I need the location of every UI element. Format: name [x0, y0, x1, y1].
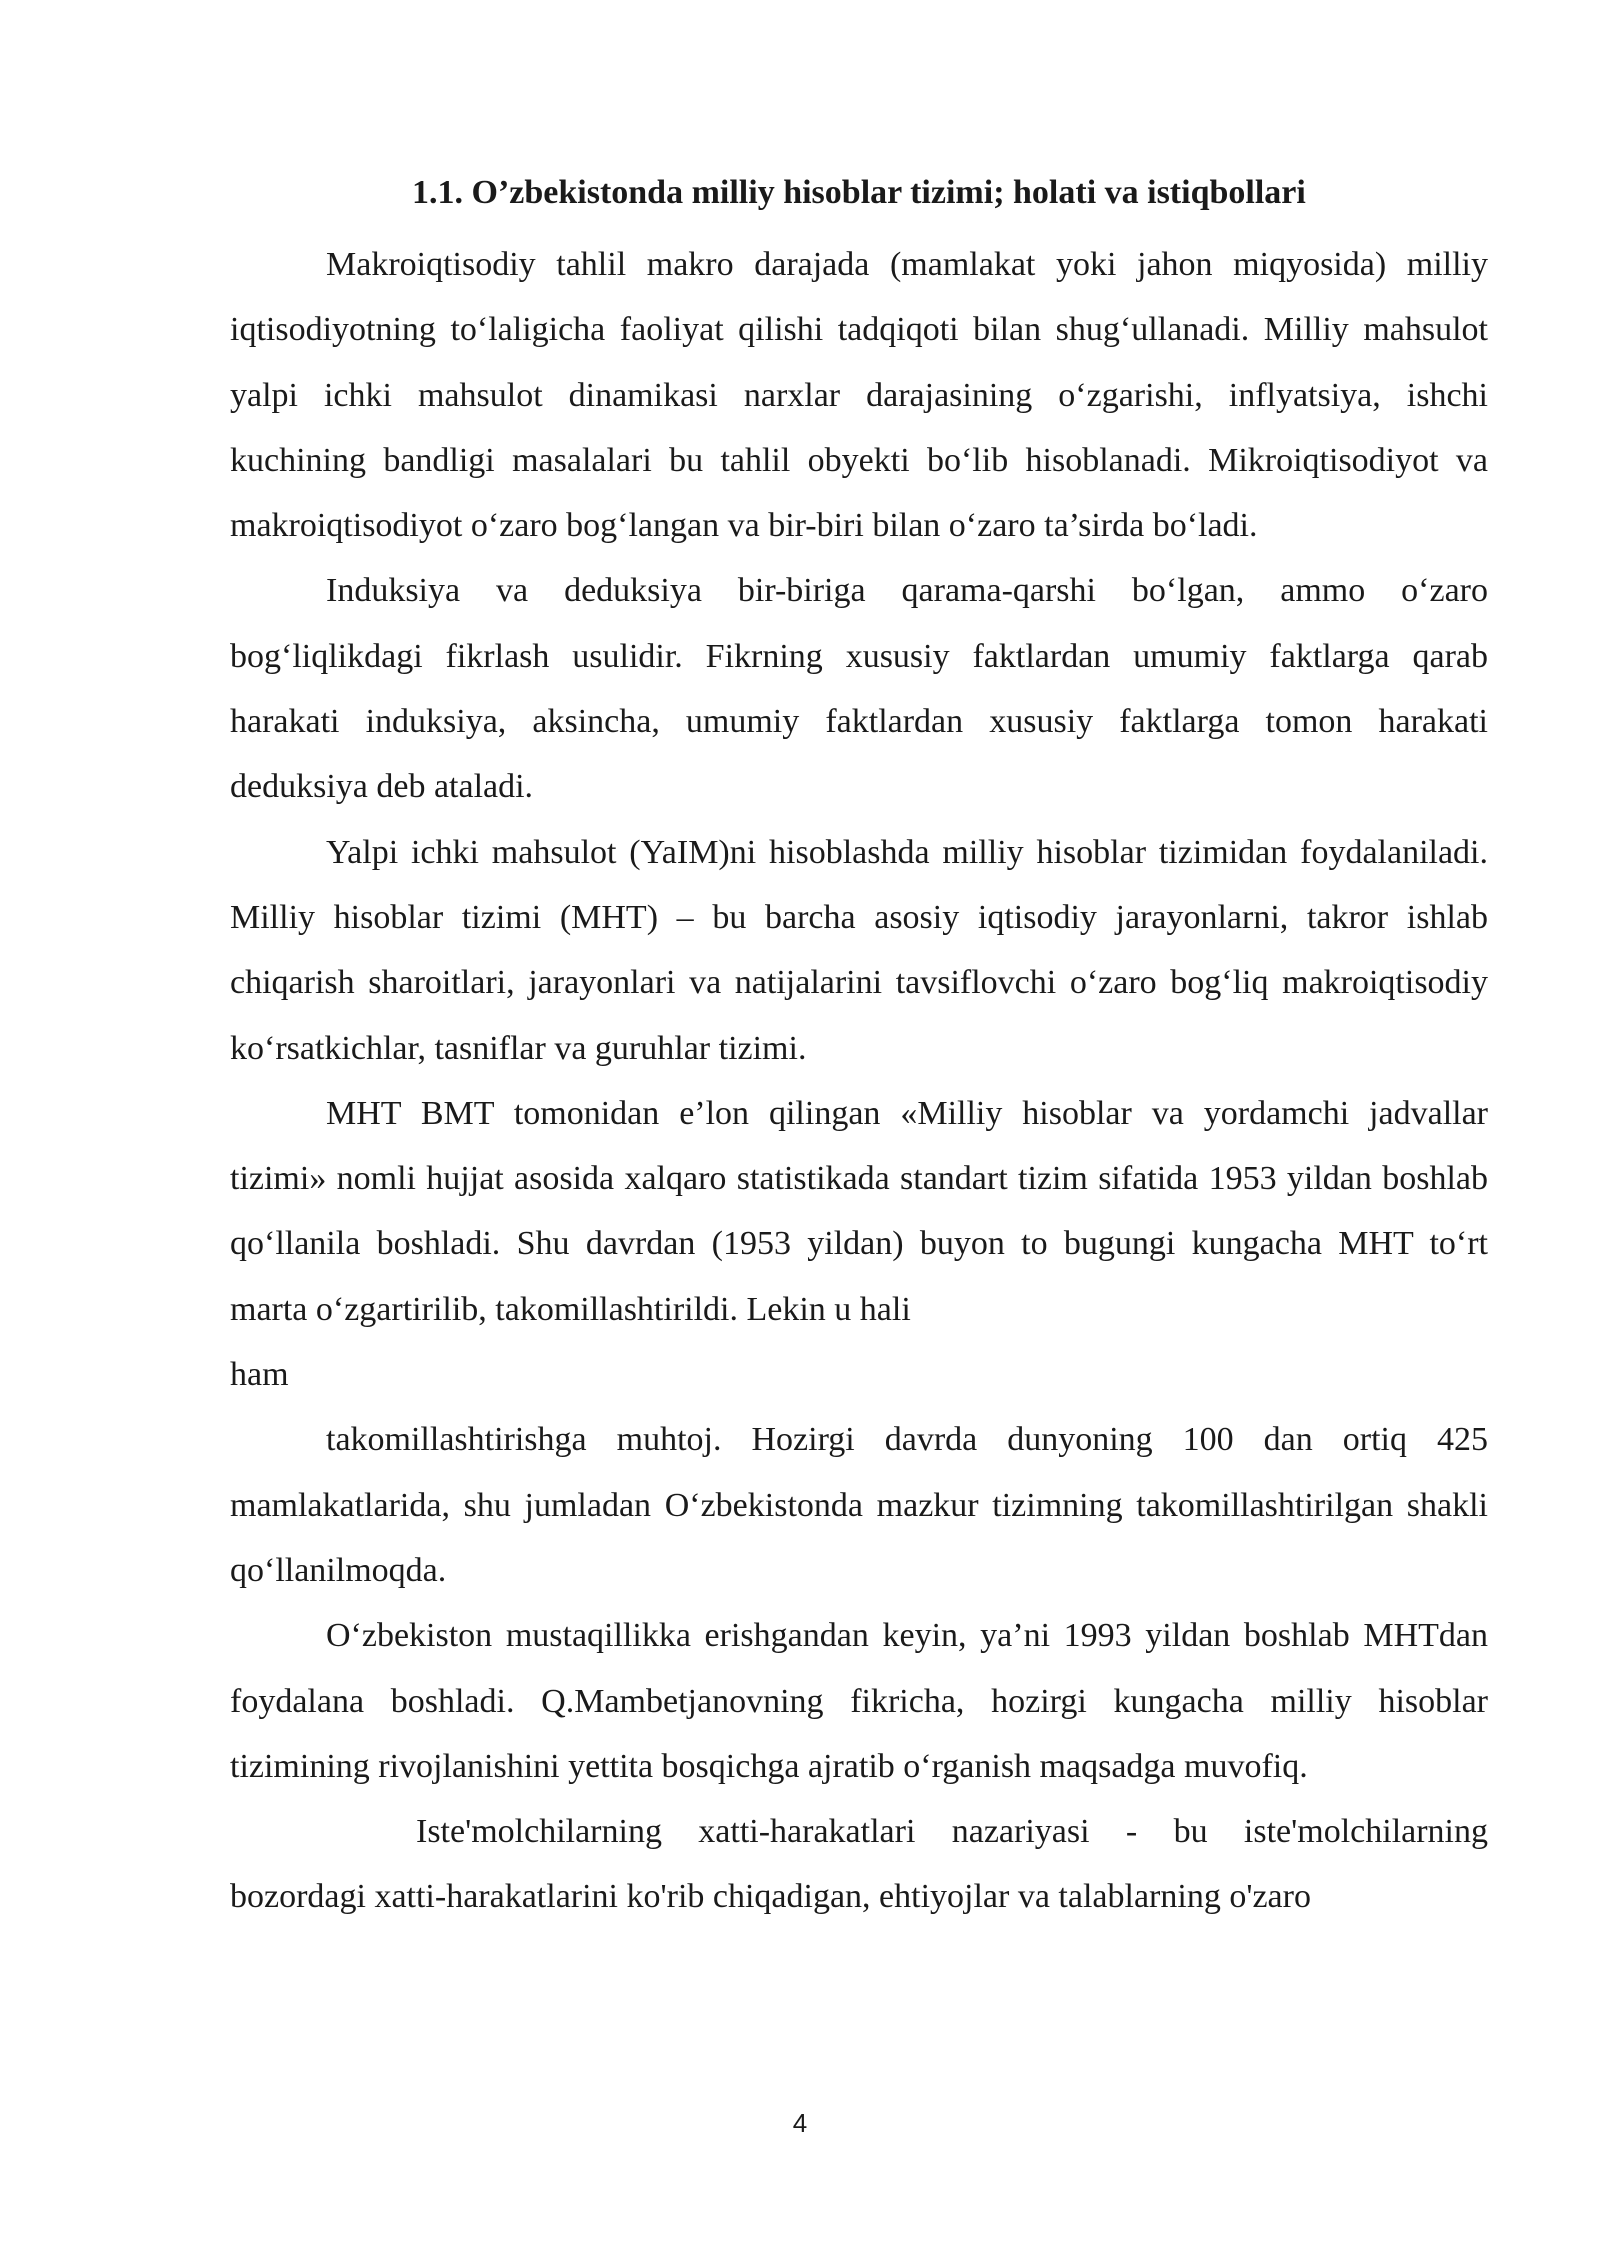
- paragraph-mht-history-continued: ham: [230, 1356, 289, 1394]
- page-number: 4: [792, 2108, 808, 2138]
- paragraph-uzbekistan-independence: O‘zbekiston mustaqillikka erishgandan keyin, ya’ni 1993 yildan boshlab MHTdan foydalana boshladi. Q.Mambetjanovning fikricha, hozirgi kungacha milliy hisoblar tizimining rivojlanishini yettita bosqichga ajratib o‘rganish maqsadga muvofiq.: [230, 1617, 1488, 1785]
- paragraph-consumer-behavior: Iste'molchilarning xatti-harakatlari nazariyasi - bu iste'molchilarning bozordagi xatti-harakatlarini ko'rib chiqadigan, ehtiyojlar va talablarning o'zaro: [230, 1813, 1488, 1916]
- paragraph-induction-deduction: Induksiya va deduksiya bir-biriga qarama-qarshi bo‘lgan, ammo o‘zaro bog‘liqlikdagi fikrlash usulidir. Fikrning xususiy faktlardan umumiy faktlarga qarab harakati induksiya, aksincha, umumiy faktlardan xususiy faktlarga tomon harakati deduksiya deb ataladi.: [230, 572, 1488, 806]
- section-heading: 1.1. O’zbekistonda milliy hisoblar tizimi; holati va istiqbollari: [412, 174, 1306, 211]
- paragraph-macroeconomic-analysis: Makroiqtisodiy tahlil makro darajada (mamlakat yoki jahon miqyosida) milliy iqtisodiyotning to‘laligicha faoliyat qilishi tadqiqoti bilan shug‘ullanadi. Milliy mahsulot yalpi ichki mahsulot dinamikasi narxlar darajasining o‘zgarishi, inflyatsiya, ishchi kuchining bandligi masalalari bu tahlil obyekti bo‘lib hisoblanadi. Mikroiqtisodiyot va makroiqtisodiyot o‘zaro bog‘langan va bir-biri bilan o‘zaro ta’sirda bo‘ladi.: [230, 246, 1488, 545]
- body-text: [230, 232, 1488, 1930]
- paragraph-mht-history: MHT BMT tomonidan e’lon qilingan «Milliy hisoblar va yordamchi jadvallar tizimi» nomli hujjat asosida xalqaro statistikada standart tizim sifatida 1953 yildan boshlab qo‘llanila boshladi. Shu davrdan (1953 yildan) buyon to bugungi kungacha MHT to‘rt marta o‘zgartirilib, takomillashtirildi. Lekin u hali: [230, 1094, 1488, 1328]
- paragraph-improvement-needed: takomillashtirishga muhtoj. Hozirgi davrda dunyoning 100 dan ortiq 425 mamlakatlarida, shu jumladan O‘zbekistonda mazkur tizimning takomillashtirilgan shakli qo‘llanilmoqda.: [230, 1421, 1488, 1589]
- paragraph-national-accounts-definition: Yalpi ichki mahsulot (YaIM)ni hisoblashda milliy hisoblar tizimidan foydalaniladi. Milliy hisoblar tizimi (MHT) – bu barcha asosiy iqtisodiy jarayonlarni, takror ishlab chiqarish sharoitlari, jarayonlari va natijalarini tavsiflovchi o‘zaro bog‘liq makroiqtisodiy ko‘rsatkichlar, tasniflar va guruhlar tizimi.: [230, 833, 1488, 1067]
